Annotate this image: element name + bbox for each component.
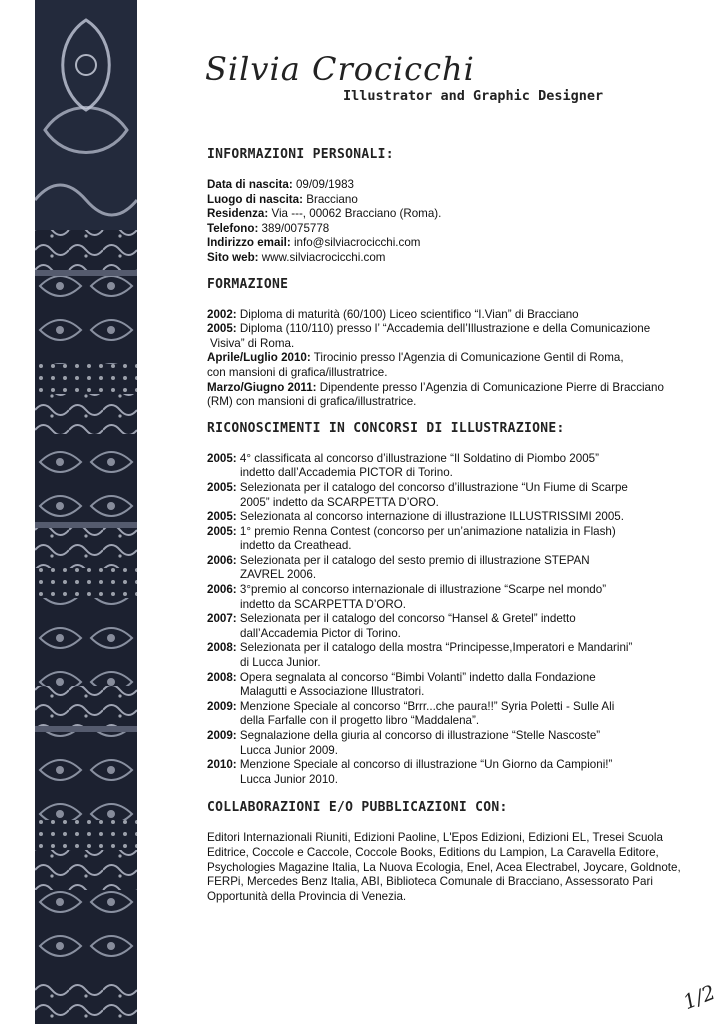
item-text: Menzione Speciale al concorso di illustrazione “Un Giorno da Campioni!” <box>239 758 613 772</box>
field-label: Luogo di nascita: <box>207 192 303 206</box>
item-text: Selezionata per il catalogo della mostra “Principesse,Imperatori e Mandarini” <box>239 641 633 655</box>
personal-row <box>207 222 697 237</box>
section-title-personal: INFORMAZIONI PERSONALI: <box>207 147 394 162</box>
item-text: Segnalazione della giuria al concorso di illustrazione “Stelle Nascoste” <box>239 729 601 742</box>
cv-content <box>207 148 697 904</box>
field-label: Telefono: <box>207 221 259 235</box>
field-label: Sito web: <box>207 250 259 264</box>
item-text: Tirocinio presso l'Agenzia di Comunicazione Gentil di Roma, <box>313 351 624 365</box>
item-year: 2006: <box>207 583 237 597</box>
field-value: 09/09/1983 <box>295 178 354 191</box>
award-item <box>207 671 697 686</box>
award-item <box>207 510 697 525</box>
item-text-continued: ZAVREL 2006. <box>240 568 317 582</box>
item-year: 2005: <box>207 480 237 494</box>
item-year: 2006: <box>207 553 237 567</box>
award-item <box>207 481 697 496</box>
field-value: info@silviacrocicchi.com <box>293 236 421 250</box>
item-text: Selezionata al concorso internazione di illustrazione ILLUSTRISSIMI 2005. <box>239 510 624 524</box>
field-value: 389/0075778 <box>261 221 330 235</box>
item-text: 4° classificata al concorso d’illustrazione “Il Soldatino di Piombo 2005” <box>239 451 599 465</box>
award-item <box>207 700 697 715</box>
item-text: Selezionata per il catalogo del sesto premio di illustrazione STEPAN <box>239 553 590 567</box>
education-item <box>207 351 697 366</box>
item-text-continued: indetto dall’Accademia PICTOR di Torino. <box>240 466 453 480</box>
award-item <box>207 525 697 540</box>
item-text-continued: Visiva” di Roma. <box>210 336 295 350</box>
award-item <box>207 729 697 744</box>
item-text-continued: (RM) con mansioni di grafica/illustratrice. <box>207 395 417 409</box>
item-text-continued: della Farfalle con il progetto libro “Maddalena”. <box>240 714 480 728</box>
section-title-collaborations: COLLABORAZIONI E/O PUBBLICAZIONI CON: <box>207 800 508 816</box>
personal-row <box>207 251 697 266</box>
field-label: Indirizzo email: <box>207 236 291 250</box>
education-list <box>207 308 697 410</box>
item-year: 2008: <box>207 641 237 655</box>
page-number: 1/2 <box>679 979 719 1015</box>
author-name: Silvia Crocicchi <box>205 50 475 88</box>
item-text: Diploma di maturità (60/100) Liceo scientifico “I.Vian” di Bracciano <box>239 307 579 321</box>
item-text: 3°premio al concorso internazionale di illustrazione “Scarpe nel mondo” <box>239 583 607 597</box>
decorative-pattern-strip <box>35 0 137 1024</box>
field-label: Data di nascita: <box>207 178 293 191</box>
item-year: 2002: <box>207 307 237 321</box>
field-value: Via ---, 00062 Bracciano (Roma). <box>271 207 442 221</box>
award-item <box>207 452 697 467</box>
item-year: Marzo/Giugno 2011: <box>207 380 317 394</box>
award-item <box>207 612 697 627</box>
personal-row <box>207 178 697 193</box>
personal-row <box>207 193 697 208</box>
item-text-continued: di Lucca Junior. <box>240 656 321 670</box>
item-year: 2007: <box>207 612 237 626</box>
item-year: 2009: <box>207 699 237 713</box>
item-year: 2005: <box>207 322 237 336</box>
item-text: Opera segnalata al concorso “Bimbi Volanti” indetto dalla Fondazione <box>239 670 596 684</box>
education-item <box>207 308 697 323</box>
section-title-education: FORMAZIONE <box>207 276 289 292</box>
item-year: 2005: <box>207 524 237 538</box>
education-item <box>207 322 697 337</box>
award-item <box>207 583 697 598</box>
item-year: 2010: <box>207 758 237 772</box>
award-item <box>207 758 697 773</box>
field-label: Residenza: <box>207 207 269 221</box>
item-year: 2005: <box>207 451 237 465</box>
author-role: Illustrator and Graphic Designer <box>343 88 604 104</box>
field-value: www.silviacrocicchi.com <box>261 250 386 264</box>
item-text: 1° premio Renna Contest (concorso per un’animazione natalizia in Flash) <box>239 524 616 538</box>
item-text-continued: indetto da SCARPETTA D’ORO. <box>240 597 407 611</box>
item-text-continued: dall’Accademia Pictor di Torino. <box>240 626 401 640</box>
item-text-continued: indetto da Creathead. <box>240 539 352 553</box>
award-item <box>207 641 697 656</box>
document-header <box>205 42 705 112</box>
item-text-continued: Malagutti e Associazione Illustratori. <box>240 685 425 699</box>
personal-info-list <box>207 178 697 266</box>
ornament-pattern <box>35 0 137 1024</box>
item-text: Menzione Speciale al concorso “Brrr...che paura!!” Syria Poletti - Sulle Ali <box>239 699 615 713</box>
item-text: Selezionata per il catalogo del concorso “Hansel & Gretel” indetto <box>239 612 576 626</box>
awards-list <box>207 452 697 788</box>
item-year: 2008: <box>207 670 237 684</box>
item-text-continued: Lucca Junior 2010. <box>240 772 338 786</box>
award-item <box>207 554 697 569</box>
item-text-continued: Lucca Junior 2009. <box>240 743 338 757</box>
education-item <box>207 381 697 396</box>
item-text: Selezionata per il catalogo del concorso d’illustrazione “Un Fiume di Scarpe <box>239 480 628 494</box>
section-title-awards: RICONOSCIMENTI IN CONCORSI DI ILLUSTRAZIONE: <box>207 420 565 436</box>
item-year: 2005: <box>207 510 237 524</box>
personal-row <box>207 207 697 222</box>
item-text-continued: 2005” indetto da SCARPETTA D’ORO. <box>240 495 439 509</box>
item-text: Dipendente presso l’Agenzia di Comunicazione Pierre di Bracciano <box>319 380 664 394</box>
personal-row <box>207 236 697 251</box>
item-text-continued: con mansioni di grafica/illustratrice. <box>207 365 388 379</box>
field-value: Bracciano <box>306 192 358 206</box>
item-year: Aprile/Luglio 2010: <box>207 351 311 365</box>
item-year: 2009: <box>207 729 237 742</box>
item-text: Diploma (110/110) presso l’ “Accademia dell’Illustrazione e della Comunicazione <box>239 322 651 336</box>
collaborations-text: Editori Internazionali Riuniti, Edizioni Paoline, L'Epos Edizioni, Edizioni EL, Tresei Scuola Editrice, Coccole e Caccole, Coccole Books, Editions du Lampion, La Caravella Editore, Psychologies Magazine Italia, La Nuova Ecologia, Enel, Acea Electrabel, Joycare, Goldnote, FERPi, Mercedes Benz Italia, ABI, Biblioteca Comunale di Bracciano, Assessorato Pari Opportunità della Provincia di Venezia. <box>207 831 681 903</box>
